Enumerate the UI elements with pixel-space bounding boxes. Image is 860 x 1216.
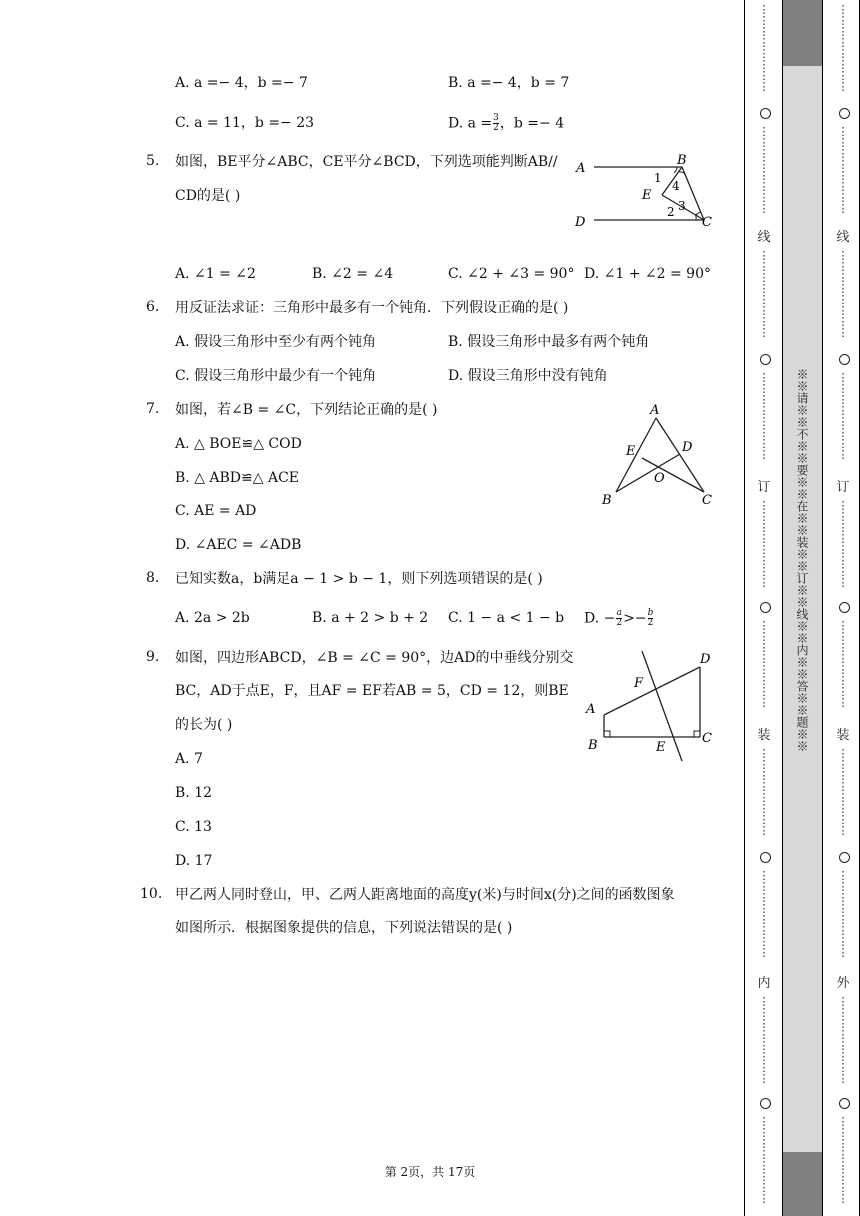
q5-label-d: D — [575, 215, 586, 230]
q5-figure — [574, 150, 724, 235]
q5-stem-line1: 如图，BE平分∠ABC，CE平分∠BCD，下列选项能判断AB// — [175, 154, 558, 170]
q8-option-a: A. 2a > 2b — [175, 610, 250, 626]
q8-frac-b-num: b — [647, 608, 654, 618]
q5-stem-line2: CD的是( ) — [175, 188, 241, 204]
q9-label-e: E — [656, 740, 666, 755]
q7-label-c: C — [702, 493, 712, 508]
outer-circle-2 — [839, 354, 850, 365]
inner-dotted-line: ⋮ ⋮ ⋮ ⋮ ⋮ ⋮ ⋮ ⋮ — [758, 869, 770, 959]
q7-number: 7. — [146, 401, 160, 417]
dark-band-bottom — [783, 1152, 822, 1216]
q7-label-o: O — [654, 471, 665, 486]
q8-option-d-mid: >− — [623, 610, 647, 627]
q9-label-a: A — [586, 702, 596, 717]
outer-dotted-line: ⋮ ⋮ ⋮ ⋮ ⋮ ⋮ ⋮ ⋮ — [837, 995, 849, 1085]
dark-band-top — [783, 0, 822, 66]
q8-option-b: B. a + 2 > b + 2 — [312, 610, 429, 626]
q8-option-d — [584, 609, 654, 628]
q5-label-2: 2 — [667, 205, 675, 219]
q9-stem-line2: BC，AD于点E，F，且AF = EF若AB = 5，CD = 12，则BE — [175, 683, 569, 699]
inner-dotted-line: ⋮ ⋮ ⋮ ⋮ ⋮ ⋮ ⋮ ⋮ — [758, 499, 770, 589]
binding-strip — [744, 0, 860, 1216]
inner-circle-3 — [760, 602, 771, 613]
outer-circle-1 — [839, 108, 850, 119]
q5-label-1: 1 — [654, 171, 662, 185]
q9-label-c: C — [702, 731, 712, 746]
inner-dotted-line: ⋮ ⋮ ⋮ ⋮ ⋮ ⋮ ⋮ ⋮ — [758, 3, 770, 93]
q7-figure — [596, 400, 720, 512]
q4-option-d — [448, 114, 564, 133]
q5-option-a: A. ∠1 = ∠2 — [175, 266, 256, 282]
q8-option-d-prefix: D. − — [584, 610, 616, 627]
inner-char-nei: 内 — [757, 976, 771, 991]
outer-dotted-line: ⋮ ⋮ ⋮ ⋮ ⋮ ⋮ ⋮ ⋮ — [837, 3, 849, 93]
q5-label-4: 4 — [672, 179, 680, 193]
q7-option-a: A. △ BOE≌△ COD — [175, 436, 302, 452]
q4-frac-den: 2 — [493, 123, 499, 133]
inner-dotted-line: ⋮ ⋮ ⋮ ⋮ ⋮ ⋮ ⋮ ⋮ — [758, 125, 770, 215]
outer-dotted-line: ⋮ ⋮ ⋮ ⋮ ⋮ ⋮ ⋮ ⋮ — [837, 747, 849, 837]
q6-option-a: A. 假设三角形中至少有两个钝角 — [175, 334, 377, 350]
q4-option-b: B. a =− 4，b = 7 — [448, 75, 570, 91]
q5-label-3: 3 — [678, 199, 686, 213]
outer-dotted-line: ⋮ ⋮ ⋮ ⋮ ⋮ ⋮ ⋮ ⋮ — [837, 1115, 849, 1205]
inner-dotted-line: ⋮ ⋮ ⋮ ⋮ ⋮ ⋮ ⋮ ⋮ — [758, 995, 770, 1085]
q10-number: 10. — [140, 886, 163, 902]
q6-option-d: D. 假设三角形中没有钝角 — [448, 368, 608, 384]
q9-stem-line3: 的长为( ) — [175, 717, 233, 733]
outer-circle-5 — [839, 1098, 850, 1109]
q8-frac-b — [648, 609, 654, 628]
q9-label-b: B — [588, 738, 598, 753]
inner-dotted-line: ⋮ ⋮ ⋮ ⋮ ⋮ ⋮ ⋮ ⋮ — [758, 371, 770, 461]
outer-dotted-line: ⋮ ⋮ ⋮ ⋮ ⋮ ⋮ ⋮ ⋮ — [837, 249, 849, 339]
q9-option-c: C. 13 — [175, 819, 212, 835]
q8-stem: 已知实数a，b满足a − 1 > b − 1，则下列选项错误的是( ) — [175, 571, 543, 587]
q9-option-b: B. 12 — [175, 785, 213, 801]
q4-option-c: C. a = 11，b =− 23 — [175, 115, 315, 131]
outer-char-ding: 订 — [836, 480, 850, 495]
q9-label-f: F — [634, 676, 644, 691]
q7-label-b: B — [602, 493, 612, 508]
q9-label-d: D — [700, 652, 711, 667]
q6-stem: 用反证法求证：三角形中最多有一个钝角．下列假设正确的是( ) — [175, 300, 569, 316]
q9-stem-line1: 如图，四边形ABCD，∠B = ∠C = 90°，边AD的中垂线分别交 — [175, 650, 574, 666]
q4-option-a: A. a =− 4，b =− 7 — [175, 75, 308, 91]
q8-frac-a-num: a — [616, 608, 622, 618]
inner-circle-1 — [760, 108, 771, 119]
inner-circle-2 — [760, 354, 771, 365]
inner-dotted-line: ⋮ ⋮ ⋮ ⋮ ⋮ ⋮ ⋮ ⋮ — [758, 619, 770, 709]
q7-option-d: D. ∠AEC = ∠ADB — [175, 537, 302, 553]
q10-stem-line2: 如图所示．根据图象提供的信息，下列说法错误的是( ) — [175, 920, 513, 936]
inner-char-zhuang: 装 — [757, 728, 771, 743]
inner-dotted-line: ⋮ ⋮ ⋮ ⋮ ⋮ ⋮ ⋮ ⋮ — [758, 249, 770, 339]
q4-frac-num: 3 — [493, 113, 499, 123]
inner-circle-5 — [760, 1098, 771, 1109]
q8-frac-b-den: 2 — [647, 618, 654, 628]
outer-circle-4 — [839, 852, 850, 863]
q4-option-d-prefix: D. a = — [448, 115, 493, 132]
q9-option-a: A. 7 — [175, 751, 203, 767]
inner-dotted-line: ⋮ ⋮ ⋮ ⋮ ⋮ ⋮ ⋮ ⋮ — [758, 1115, 770, 1205]
q7-label-a: A — [650, 403, 660, 418]
binding-border-mid-right — [822, 0, 823, 1216]
q5-option-b: B. ∠2 = ∠4 — [312, 266, 394, 282]
q5-label-a: A — [576, 161, 586, 176]
q8-number: 8. — [146, 570, 160, 586]
q9-number: 9. — [146, 649, 160, 665]
q7-label-e: E — [626, 444, 636, 459]
q9-option-d: D. 17 — [175, 853, 213, 869]
outer-circle-3 — [839, 602, 850, 613]
q5-label-e: E — [642, 188, 652, 203]
q6-option-c: C. 假设三角形中最少有一个钝角 — [175, 368, 377, 384]
q8-frac-a-den: 2 — [616, 618, 623, 628]
inner-circle-4 — [760, 852, 771, 863]
inner-char-ding: 订 — [757, 480, 771, 495]
inner-char-xian: 线 — [757, 230, 771, 245]
q7-option-c: C. AE = AD — [175, 503, 257, 519]
q5-label-c: C — [702, 215, 712, 230]
q5-label-b: B — [677, 153, 687, 168]
outer-char-wai: 外 — [836, 976, 850, 991]
q4-option-d-suffix: ，b =− 4 — [499, 115, 565, 132]
q8-frac-a — [616, 609, 622, 628]
q6-number: 6. — [146, 299, 160, 315]
q8-option-c: C. 1 − a < 1 − b — [448, 610, 565, 626]
q7-label-d: D — [682, 440, 693, 455]
q9-figure — [582, 645, 722, 767]
binding-warning-text: ※※请※※不※※要※※在※※装※※订※※线※※内※※答※※题※※ — [795, 368, 809, 752]
q7-option-b: B. △ ABD≌△ ACE — [175, 470, 300, 486]
q6-option-b: B. 假设三角形中最多有两个钝角 — [448, 334, 650, 350]
outer-dotted-line: ⋮ ⋮ ⋮ ⋮ ⋮ ⋮ ⋮ ⋮ — [837, 869, 849, 959]
outer-dotted-line: ⋮ ⋮ ⋮ ⋮ ⋮ ⋮ ⋮ ⋮ — [837, 125, 849, 215]
q5-number: 5. — [146, 153, 160, 169]
outer-dotted-line: ⋮ ⋮ ⋮ ⋮ ⋮ ⋮ ⋮ ⋮ — [837, 499, 849, 589]
outer-char-xian: 线 — [836, 230, 850, 245]
outer-char-zhuang: 装 — [836, 728, 850, 743]
outer-dotted-line: ⋮ ⋮ ⋮ ⋮ ⋮ ⋮ ⋮ ⋮ — [837, 371, 849, 461]
q7-stem: 如图，若∠B = ∠C，下列结论正确的是( ) — [175, 402, 438, 418]
inner-dotted-line: ⋮ ⋮ ⋮ ⋮ ⋮ ⋮ ⋮ ⋮ — [758, 747, 770, 837]
page-footer: 第 2页，共 17页 — [384, 1165, 476, 1179]
binding-border-left — [744, 0, 745, 1216]
q4-fraction — [493, 114, 499, 133]
q10-stem-line1: 甲乙两人同时登山，甲、乙两人距离地面的高度y(米)与时间x(分)之间的函数图象 — [175, 887, 675, 903]
q5-option-d: D. ∠1 + ∠2 = 90° — [584, 266, 711, 282]
q5-option-c: C. ∠2 + ∠3 = 90° — [448, 266, 575, 282]
outer-dotted-line: ⋮ ⋮ ⋮ ⋮ ⋮ ⋮ ⋮ ⋮ — [837, 619, 849, 709]
